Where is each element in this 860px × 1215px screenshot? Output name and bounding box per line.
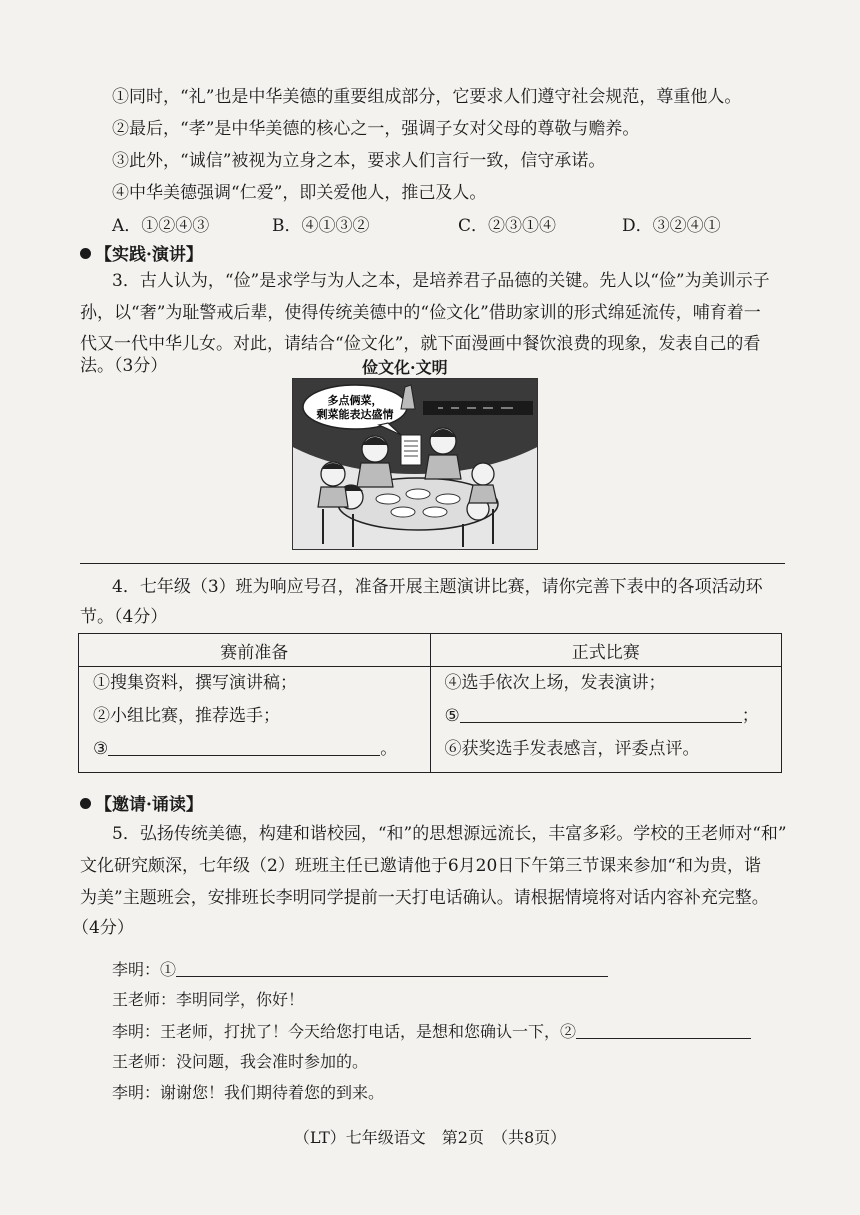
prep-item-1: ①搜集资料，撰写演讲稿； xyxy=(93,673,297,693)
dialog-line-1-text: 李明：① xyxy=(112,960,177,979)
dialog-line-3 xyxy=(112,1020,751,1043)
prep-cell xyxy=(79,667,431,773)
option-a: A．①②④③ xyxy=(112,216,210,236)
bullet-icon xyxy=(80,798,91,809)
cartoon-title: 俭文化·文明 xyxy=(362,358,448,377)
option-c: C．②③①④ xyxy=(458,216,557,236)
q2-sentence-1: ①同时，“礼”也是中华美德的重要组成部分，它要求人们遵守社会规范，尊重他人。 xyxy=(112,87,742,107)
q3-line-3: 代又一代中华儿女。对此，请结合“俭文化”，就下面漫画中餐饮浪费的现象，发表自己的看 xyxy=(80,334,761,354)
bubble-line-2: 剩菜能表达盛情 xyxy=(316,408,394,421)
dialog-blank-1[interactable] xyxy=(176,958,608,977)
prep-item-3-period: 。 xyxy=(380,739,398,759)
dialog-blank-2[interactable] xyxy=(576,1020,751,1039)
q3-line-4: 法。（3分） xyxy=(80,356,168,376)
contest-item-5-blank[interactable] xyxy=(460,704,742,723)
q3-line-2: 孙，以“奢”为耻警戒后辈，使得传统美德中的“俭文化”借助家训的形式绵延流传，哺育着一 xyxy=(80,303,761,323)
contest-item-5-number: ⑤ xyxy=(444,706,460,726)
q2-sentence-3: ③此外，“诚信”被视为立身之本，要求人们言行一致，信守承诺。 xyxy=(112,151,606,171)
section-invite-heading xyxy=(80,790,203,815)
contest-item-4: ④选手依次上场，发表演讲； xyxy=(444,673,666,693)
q3-line-1: 3．古人认为，“俭”是求学与为人之本，是培养君子品德的关键。先人以“俭”为美训示子 xyxy=(112,271,770,291)
prep-item-2: ②小组比赛，推荐选手； xyxy=(93,706,280,726)
section-practice-label: 【实践·演讲】 xyxy=(95,245,203,265)
contest-item-5-semicolon: ； xyxy=(741,706,759,726)
q4-line-1: 4．七年级（3）班为响应号召，准备开展主题演讲比赛，请你完善下表中的各项活动环 xyxy=(112,577,763,597)
prep-item-3-blank[interactable] xyxy=(108,737,380,756)
q5-line-1: 5．弘扬传统美德，构建和谐校园，“和”的思想源远流长，丰富多彩。学校的王老师对“和” xyxy=(112,824,787,844)
activity-table xyxy=(78,633,782,773)
bullet-icon xyxy=(80,248,91,259)
col-header-prep: 赛前准备 xyxy=(79,634,431,667)
q5-line-4: （4分） xyxy=(72,918,134,938)
q2-sentence-4: ④中华美德强调“仁爱”，即关爱他人，推己及人。 xyxy=(112,183,487,203)
dialog-line-5: 李明：谢谢您！我们期待着您的到来。 xyxy=(112,1083,385,1102)
q2-sentence-2: ②最后，“孝”是中华美德的核心之一，强调子女对父母的尊敬与赡养。 xyxy=(112,119,640,139)
dialog-line-4: 王老师：没问题，我会准时参加的。 xyxy=(112,1052,369,1071)
prep-item-3 xyxy=(79,733,430,766)
contest-cell xyxy=(430,667,782,773)
contest-item-5 xyxy=(431,700,782,733)
dialog-line-3-text: 李明：王老师，打扰了！今天给您打电话，是想和您确认一下，② xyxy=(112,1022,577,1041)
q4-line-2: 节。（4分） xyxy=(80,607,168,627)
section-practice-heading xyxy=(80,240,203,265)
section-invite-label: 【邀请·诵读】 xyxy=(95,795,203,815)
section-divider xyxy=(80,563,785,564)
dialog-line-1 xyxy=(112,958,608,981)
contest-item-6: ⑥获奖选手发表感言，评委点评。 xyxy=(444,739,700,759)
prep-item-3-number: ③ xyxy=(93,739,109,759)
option-b: B．④①③② xyxy=(272,216,370,236)
q5-line-3: 为美”主题班会，安排班长李明同学提前一天打电话确认。请根据情境将对话内容补充完整。 xyxy=(80,888,769,908)
dialog-line-2: 王老师：李明同学，你好！ xyxy=(112,990,305,1009)
option-d: D．③②④① xyxy=(622,216,721,236)
col-header-contest: 正式比赛 xyxy=(430,634,782,667)
page-footer: （LT）七年级语文 第2页 （共8页） xyxy=(293,1128,567,1147)
q5-line-2: 文化研究颇深，七年级（2）班班主任已邀请他于6月20日下午第三节课来参加“和为贵，谐 xyxy=(80,856,761,876)
bubble-line-1: 多点俩菜， xyxy=(327,394,383,407)
q2-options xyxy=(112,211,752,236)
cartoon-image xyxy=(292,378,538,550)
